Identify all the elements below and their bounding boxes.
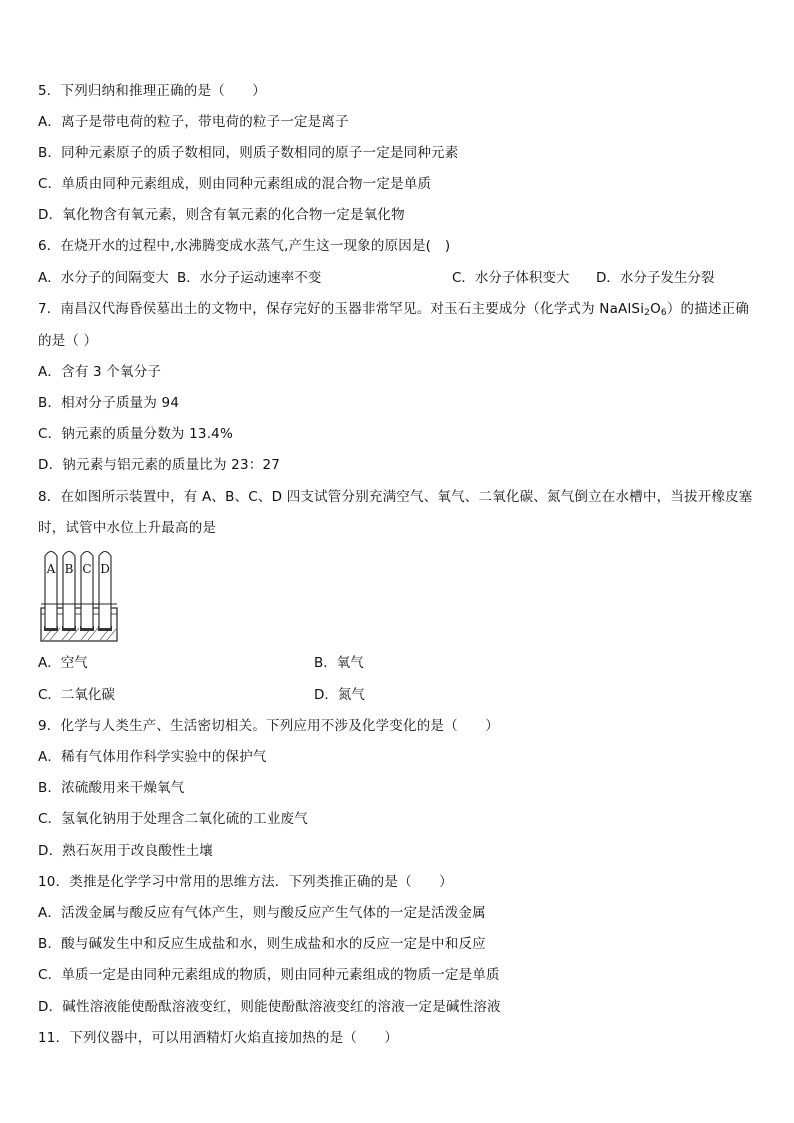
q8-options-row-2 — [38, 686, 758, 704]
q7-stem-line2: 的是（ ） — [38, 333, 98, 349]
q8-option-b: B．氧气 — [314, 655, 364, 671]
q7-formula-sub-6: 6 — [660, 308, 667, 318]
q6-stem: 6．在烧开水的过程中,水沸腾变成水蒸气,产生这一现象的原因是( ) — [38, 238, 451, 254]
test-tube-apparatus-figure — [40, 548, 120, 644]
q11-stem: 11．下列仪器中，可以用酒精灯火焰直接加热的是（ ） — [38, 1030, 399, 1046]
q8-option-c: C．二氧化碳 — [38, 687, 115, 703]
q8-stem-line1: 8．在如图所示装置中，有 A、B、C、D 四支试管分别充满空气、氧气、二氧化碳、氮气倒立在水槽中，当拔开橡皮塞 — [38, 489, 753, 505]
q8-stem-line2: 时，试管中水位上升最高的是 — [38, 520, 217, 536]
q10-option-d: D．碱性溶液能使酚酞溶液变红，则能使酚酞溶液变红的溶液一定是碱性溶液 — [38, 999, 501, 1015]
q9-stem: 9．化学与人类生产、生活密切相关。下列应用不涉及化学变化的是（ ） — [38, 718, 499, 734]
q5-option-a: A．离子是带电荷的粒子，带电荷的粒子一定是离子 — [38, 114, 349, 130]
q5-option-b: B．同种元素原子的质子数相同，则质子数相同的原子一定是同种元素 — [38, 145, 459, 161]
q9-option-b: B．浓硫酸用来干燥氧气 — [38, 780, 185, 796]
q10-option-b: B．酸与碱发生中和反应生成盐和水，则生成盐和水的反应一定是中和反应 — [38, 936, 486, 952]
q6-options-row — [38, 269, 758, 287]
q7-option-b: B．相对分子质量为 94 — [38, 395, 180, 411]
q7-formula-o: O — [650, 301, 661, 317]
q8-options-row-1 — [38, 654, 758, 672]
q6-option-d: D．水分子发生分裂 — [596, 270, 715, 286]
q10-stem: 10．类推是化学学习中常用的思维方法．下列类推正确的是（ ） — [38, 874, 453, 890]
q7-stem-pre: 7．南昌汉代海昏侯墓出土的文物中，保存完好的玉器非常罕见。对玉石主要成分（化学式为 NaAlSi — [38, 301, 645, 317]
q8-option-a: A．空气 — [38, 655, 88, 671]
q6-option-a: A．水分子的间隔变大 — [38, 270, 169, 286]
q6-option-c: C．水分子体积变大 — [452, 270, 570, 286]
tube-label-b: B — [64, 562, 74, 576]
q10-option-a: A．活泼金属与酸反应有气体产生，则与酸反应产生气体的一定是活泼金属 — [38, 905, 486, 921]
q9-option-a: A．稀有气体用作科学实验中的保护气 — [38, 749, 267, 765]
q9-option-c: C．氢氧化钠用于处理含二氧化硫的工业废气 — [38, 811, 308, 827]
q7-option-c: C．钠元素的质量分数为 13.4% — [38, 426, 234, 442]
q5-stem: 5．下列归纳和推理正确的是（ ） — [38, 83, 266, 99]
q7-stem-post: ）的描述正确 — [666, 301, 750, 317]
q7-stem-line1 — [38, 300, 749, 322]
q6-option-b: B．水分子运动速率不变 — [177, 270, 322, 286]
tube-label-c: C — [82, 562, 92, 576]
q7-formula-sub-2: 2 — [644, 308, 651, 318]
q7-option-d: D．钠元素与铝元素的质量比为 23：27 — [38, 457, 281, 473]
q7-option-a: A．含有 3 个氧分子 — [38, 364, 162, 380]
q8-option-d: D．氮气 — [314, 687, 365, 703]
tube-label-a: A — [46, 562, 56, 576]
q5-option-d: D．氧化物含有氧元素，则含有氧元素的化合物一定是氧化物 — [38, 207, 405, 223]
q10-option-c: C．单质一定是由同种元素组成的物质，则由同种元素组成的物质一定是单质 — [38, 967, 500, 983]
q5-option-c: C．单质由同种元素组成，则由同种元素组成的混合物一定是单质 — [38, 176, 432, 192]
q9-option-d: D．熟石灰用于改良酸性土壤 — [38, 843, 213, 859]
tube-label-d: D — [100, 562, 110, 576]
